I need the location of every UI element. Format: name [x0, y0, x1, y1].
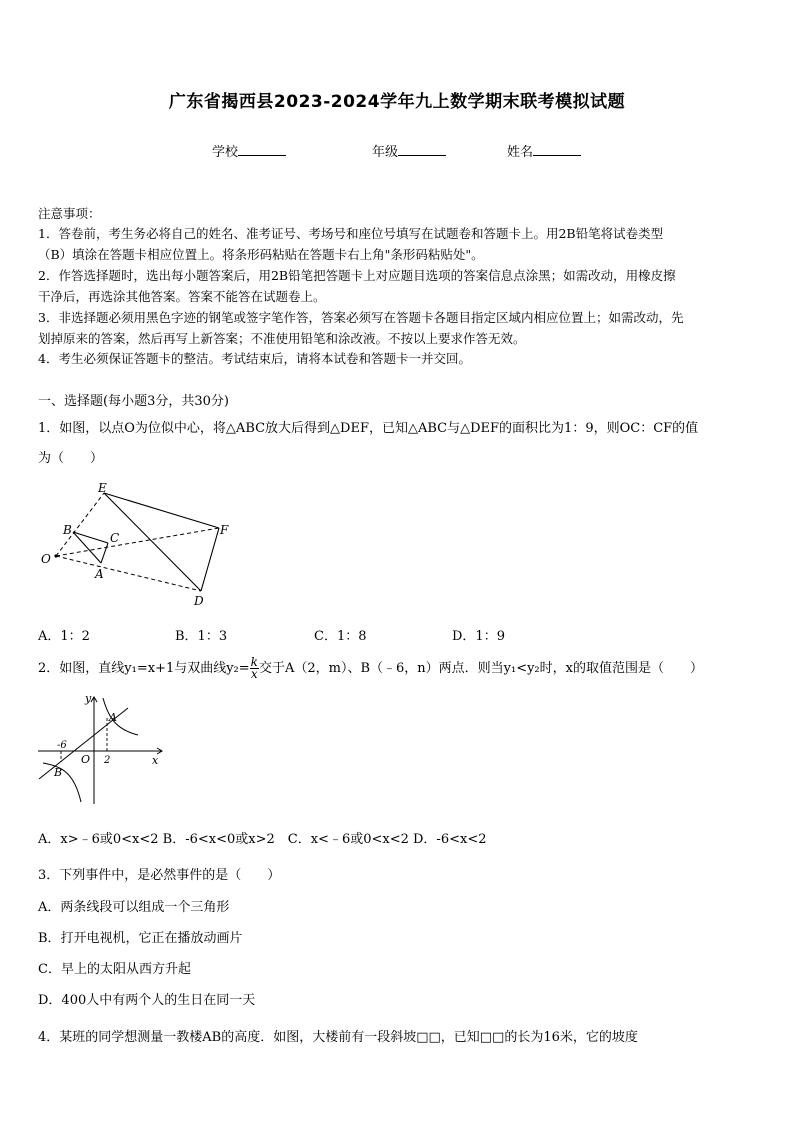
- q3-option-a: A．两条线段可以组成一个三角形: [38, 900, 230, 915]
- q4-stem: 4．某班的同学想测量一教楼AB的高度．如图，大楼前有一段斜坡□□，已知□□的长为16米，它的坡度: [38, 1030, 638, 1045]
- name-label: 姓名: [507, 145, 534, 160]
- origin-label: O: [81, 753, 91, 766]
- q1-stem: 1．如图，以点O为位似中心，将△ABC放大后得到△DEF，已知△ABC与△DEF的面积比为1：9，则OC：CF的值: [38, 421, 699, 436]
- q1-option-b: B．1：3: [175, 629, 228, 644]
- q3-option-b: B．打开电视机，它正在播放动画片: [38, 931, 243, 946]
- axis-label-y: y: [85, 692, 92, 705]
- school-field: [212, 141, 286, 160]
- name-field: [507, 141, 581, 160]
- notice-line: 1．答卷前，考生务必将自己的姓名、准考证号、考场号和座位号填写在试题卷和答题卡上。用2B铅笔将试卷类型: [38, 226, 664, 241]
- notice-line: （B）填涂在答题卡相应位置上。将条形码粘贴在答题卡右上角"条形码粘贴处"。: [38, 247, 484, 262]
- label-B: B: [63, 523, 72, 537]
- school-blank: [238, 143, 286, 156]
- q3-option-d: D．400人中有两个人的生日在同一天: [38, 993, 256, 1008]
- q1-option-c: C．1：8: [314, 629, 367, 644]
- label-F: F: [220, 523, 229, 537]
- q2-figure: [36, 690, 171, 810]
- section-heading: 一、选择题(每小题3分，共30分): [38, 394, 229, 409]
- page-title: 广东省揭西县2023-2024学年九上数学期末联考模拟试题: [168, 92, 626, 112]
- grade-field: [372, 141, 446, 160]
- point-B-label: B: [54, 766, 63, 779]
- label-A: A: [95, 567, 104, 581]
- q1-option-a: A．1：2: [38, 629, 90, 644]
- fraction-k-over-x: [250, 657, 259, 680]
- q2-options: A．x>﹣6或0<x<2 B．-6<x<0或x>2 C．x<﹣6或0<x<2 D．-6<x<2: [38, 832, 487, 847]
- label-D: D: [194, 594, 204, 608]
- label-O: O: [41, 552, 51, 566]
- q3-option-c: C．早上的太阳从西方升起: [38, 962, 191, 977]
- axis-label-x: x: [152, 754, 159, 767]
- label-E: E: [98, 481, 107, 495]
- notice-line: 4．考生必须保证答题卡的整洁。考试结束后，请将本试卷和答题卡一并交回。: [38, 351, 471, 366]
- q3-stem: 3．下列事件中，是必然事件的是（ ）: [38, 868, 281, 883]
- q2-stem-pre: 2．如图，直线y₁=x+1与双曲线y₂=: [38, 661, 250, 676]
- notice-line: 2．作答选择题时，选出每小题答案后，用2B铅笔把答题卡上对应题目选项的答案信息点涂黑；如需改动，用橡皮擦: [38, 268, 676, 283]
- school-label: 学校: [212, 145, 239, 160]
- name-blank: [533, 143, 581, 156]
- tick-label-neg6: -6: [57, 740, 67, 751]
- fraction-denominator: x: [250, 667, 258, 681]
- point-A-label: A: [109, 711, 117, 724]
- grade-blank: [398, 143, 446, 156]
- fraction-numerator: k: [250, 655, 258, 669]
- label-C: C: [110, 531, 120, 545]
- notice-line: 3．非选择题必须用黑色字迹的钢笔或签字笔作答，答案必须写在答题卡各题目指定区域内相应位置上；如需改动，先: [38, 310, 684, 325]
- q2-stem: [38, 655, 703, 683]
- q1-stem-cont: 为（ ）: [38, 451, 104, 466]
- grade-label: 年级: [372, 145, 399, 160]
- tick-label-2: 2: [104, 755, 111, 766]
- q1-figure: [36, 480, 236, 610]
- notice-heading: 注意事项：: [38, 206, 101, 221]
- q2-stem-post: 交于A（2，m）、B（﹣6，n）两点．则当y₁<y₂时，x的取值范围是（ ）: [258, 661, 703, 676]
- notice-line: 干净后，再选涂其他答案。答案不能答在试题卷上。: [38, 289, 326, 304]
- q1-option-d: D．1：9: [452, 629, 505, 644]
- notice-line: 划掉原来的答案，然后再写上新答案；不准使用铅笔和涂改液。不按以上要求作答无效。: [38, 331, 526, 346]
